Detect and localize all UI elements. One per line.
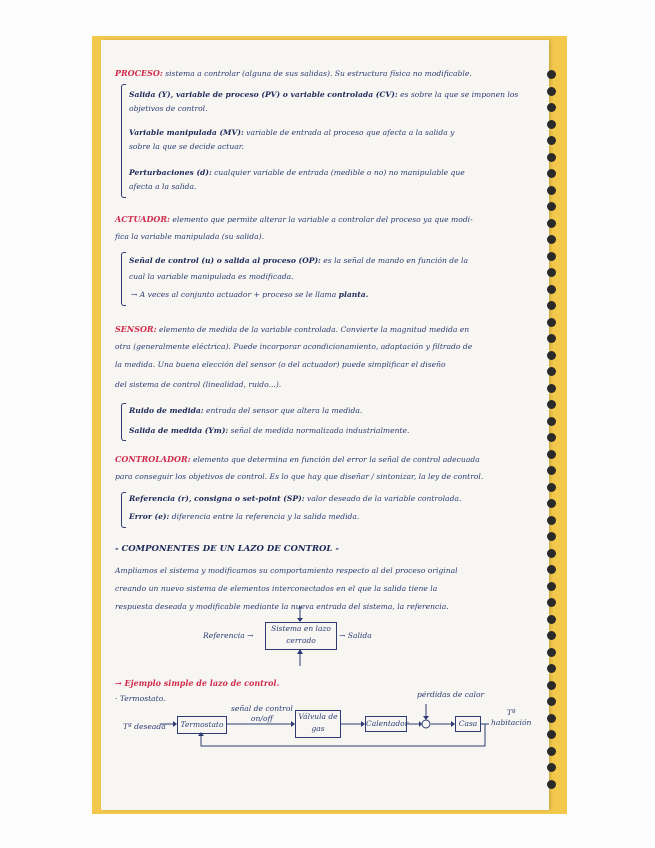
ejemplo-losses: pérdidas de calor xyxy=(417,690,485,699)
spiral-coil xyxy=(547,400,556,409)
sensor-title: SENSOR: xyxy=(115,324,157,334)
controlador-item-1-label: Error (e): xyxy=(129,512,170,521)
ejemplo-signal-line2: on/off xyxy=(250,714,273,723)
spiral-coil xyxy=(547,334,556,343)
spiral-coil xyxy=(547,582,556,591)
spiral-coil xyxy=(547,268,556,277)
feedback-arrowhead xyxy=(297,649,303,654)
spiral-coil xyxy=(547,697,556,706)
arrowhead-2 xyxy=(291,721,295,727)
controlador-item-0-label: Referencia (r), consigna o set-point (SP): xyxy=(129,494,305,503)
componentes-line3: respuesta deseada y modificable mediante la nueva entrada del sistema, la referencia. xyxy=(115,602,449,611)
proceso-title: PROCESO: xyxy=(115,68,163,78)
closed-loop-box-line2: cerrado xyxy=(286,636,316,645)
proceso-item-2-line2: afecta a la salida. xyxy=(129,182,197,191)
actuador-note-bold: planta. xyxy=(338,290,369,299)
spiral-coil xyxy=(547,153,556,162)
proceso-item-0-text: es sobre la que se imponen los xyxy=(400,90,519,99)
spiral-coil xyxy=(547,763,556,772)
ejemplo-output-line1: Tª xyxy=(506,708,516,717)
losses-arrowhead xyxy=(423,716,429,720)
actuador-title: ACTUADOR: xyxy=(115,214,170,224)
spiral-coil xyxy=(547,780,556,789)
arrowhead-4 xyxy=(419,721,422,727)
spiral-coil xyxy=(547,483,556,492)
sensor-item-1-label: Salida de medida (Ym): xyxy=(129,426,229,435)
spiral-coil xyxy=(547,516,556,525)
spiral-coil xyxy=(547,367,556,376)
spiral-coil xyxy=(547,466,556,475)
spiral-coil xyxy=(547,648,556,657)
sensor-line4: del sistema de control (linealidad, ruido...). xyxy=(115,380,282,389)
actuador-sub-text: es la señal de mando en función de la xyxy=(323,256,469,265)
ejemplo-signal-line1: señal de control xyxy=(231,704,293,713)
controlador-item-0-text: valor deseado de la variable controlada. xyxy=(306,494,462,503)
block-termostato: Termostato xyxy=(177,716,227,734)
feedback-arrowhead-2 xyxy=(198,732,204,736)
spiral-coil xyxy=(547,318,556,327)
spiral-coil xyxy=(547,70,556,79)
spiral-coil xyxy=(547,136,556,145)
spiral-coil xyxy=(547,549,556,558)
spiral-coil xyxy=(547,747,556,756)
spiral-coil xyxy=(547,417,556,426)
proceso-item-2-text: cualquier variable de entrada (medible o no) no manipulable que xyxy=(214,168,465,177)
spiral-coil xyxy=(547,730,556,739)
actuador-note-text: → A veces al conjunto actuador + proceso se le llama xyxy=(131,290,337,299)
componentes-line2: creando un nuevo sistema de elementos interconectados en el que la salida tiene la xyxy=(115,584,438,593)
spiral-coil xyxy=(547,499,556,508)
spiral-coil xyxy=(547,631,556,640)
spiral-coil xyxy=(547,235,556,244)
spiral-coil xyxy=(547,598,556,607)
proceso-item-1-label: Variable manipulada (MV): xyxy=(129,128,244,137)
controlador-def-1: elemento que determina en función del error la señal de control adecuada xyxy=(192,455,480,464)
diagram-output-label: → Salida xyxy=(339,631,372,640)
sensor-item-1-text: señal de medida normalizada industrialmente. xyxy=(230,426,410,435)
proceso-item-0-line2: objetivos de control. xyxy=(129,104,208,113)
componentes-line1: Ampliamos el sistema y modificamos su comportamiento respecto al del proceso original xyxy=(115,566,458,575)
actuador-sub-label: Señal de control (u) o salida al proceso (OP): xyxy=(129,256,321,265)
arrowhead-3 xyxy=(361,721,365,727)
spiral-coil xyxy=(547,202,556,211)
spiral-coil xyxy=(547,532,556,541)
notebook-spiral xyxy=(544,70,560,805)
spiral-coil xyxy=(547,450,556,459)
proceso-item-1-line2: sobre la que se decide actuar. xyxy=(129,142,244,151)
block-valvula-gas: Válvula de gas xyxy=(295,710,341,738)
disturbance-arrowhead xyxy=(297,618,303,622)
arrowhead-5 xyxy=(451,721,455,727)
ejemplo-subtitle: · Termostato. xyxy=(115,694,166,703)
actuador-def-1: elemento que permite alterar la variable a controlar del proceso ya que modi- xyxy=(172,215,473,224)
spiral-coil xyxy=(547,615,556,624)
controlador-item-1-text: diferencia entre la referencia y la salida medida. xyxy=(171,512,360,521)
spiral-coil xyxy=(547,219,556,228)
spiral-coil xyxy=(547,120,556,129)
proceso-definition: sistema a controlar (alguna de sus salidas). Su estructura física no modificable. xyxy=(165,69,472,78)
closed-loop-box-line1: Sistema en lazo xyxy=(271,624,331,633)
spiral-coil xyxy=(547,186,556,195)
summing-junction xyxy=(422,720,430,728)
block-casa: Casa xyxy=(455,716,481,732)
actuador-sub-line2: cual la variable manipulada es modificada. xyxy=(129,272,294,281)
controlador-title: CONTROLADOR: xyxy=(115,454,191,464)
actuador-line2: fica la variable manipulada (su salida). xyxy=(115,232,264,241)
spiral-coil xyxy=(547,87,556,96)
diagram-arrows xyxy=(101,40,549,810)
sensor-item-0-text: entrada del sensor que altera la medida. xyxy=(206,406,363,415)
sensor-item-0-label: Ruido de medida: xyxy=(129,406,204,415)
block-calentador: Calentador xyxy=(365,716,407,732)
spiral-coil xyxy=(547,169,556,178)
proceso-item-0-label: Salida (Y), variable de proceso (PV) o variable controlada (CV): xyxy=(129,90,398,99)
sensor-def-1: elemento de medida de la variable controlada. Convierte la magnitud medida en xyxy=(158,325,470,334)
ejemplo-input-label: Tª deseada xyxy=(123,722,166,731)
componentes-title: - COMPONENTES DE UN LAZO DE CONTROL - xyxy=(115,544,339,554)
spiral-coil xyxy=(547,285,556,294)
spiral-coil xyxy=(547,565,556,574)
spiral-coil xyxy=(547,351,556,360)
sensor-line3: la medida. Una buena elección del sensor (o del actuador) puede simplificar el diseño xyxy=(115,360,446,369)
proceso-item-2-label: Perturbaciones (d): xyxy=(129,168,212,177)
spiral-coil xyxy=(547,301,556,310)
arrowhead-1 xyxy=(173,721,177,727)
spiral-coil xyxy=(547,384,556,393)
notebook-page xyxy=(101,40,549,810)
spiral-coil xyxy=(547,433,556,442)
sensor-line2: otra (generalmente eléctrica). Puede incorporar acondicionamiento, adaptación y filtrado de xyxy=(115,342,473,351)
proceso-item-1-text: variable de entrada al proceso que afecta a la salida y xyxy=(246,128,455,137)
spiral-coil xyxy=(547,714,556,723)
thermostat-feedback-line xyxy=(201,724,485,746)
ejemplo-output-line2: habitación xyxy=(491,718,532,727)
spiral-coil xyxy=(547,681,556,690)
spiral-coil xyxy=(547,252,556,261)
diagram-input-label: Referencia → xyxy=(203,631,254,640)
spiral-coil xyxy=(547,664,556,673)
controlador-line2: para conseguir los objetivos de control. Es lo que hay que diseñar / sintonizar, la ley de control. xyxy=(115,472,484,481)
ejemplo-title-text: → Ejemplo simple de lazo de control. xyxy=(115,678,280,688)
spiral-coil xyxy=(547,103,556,112)
